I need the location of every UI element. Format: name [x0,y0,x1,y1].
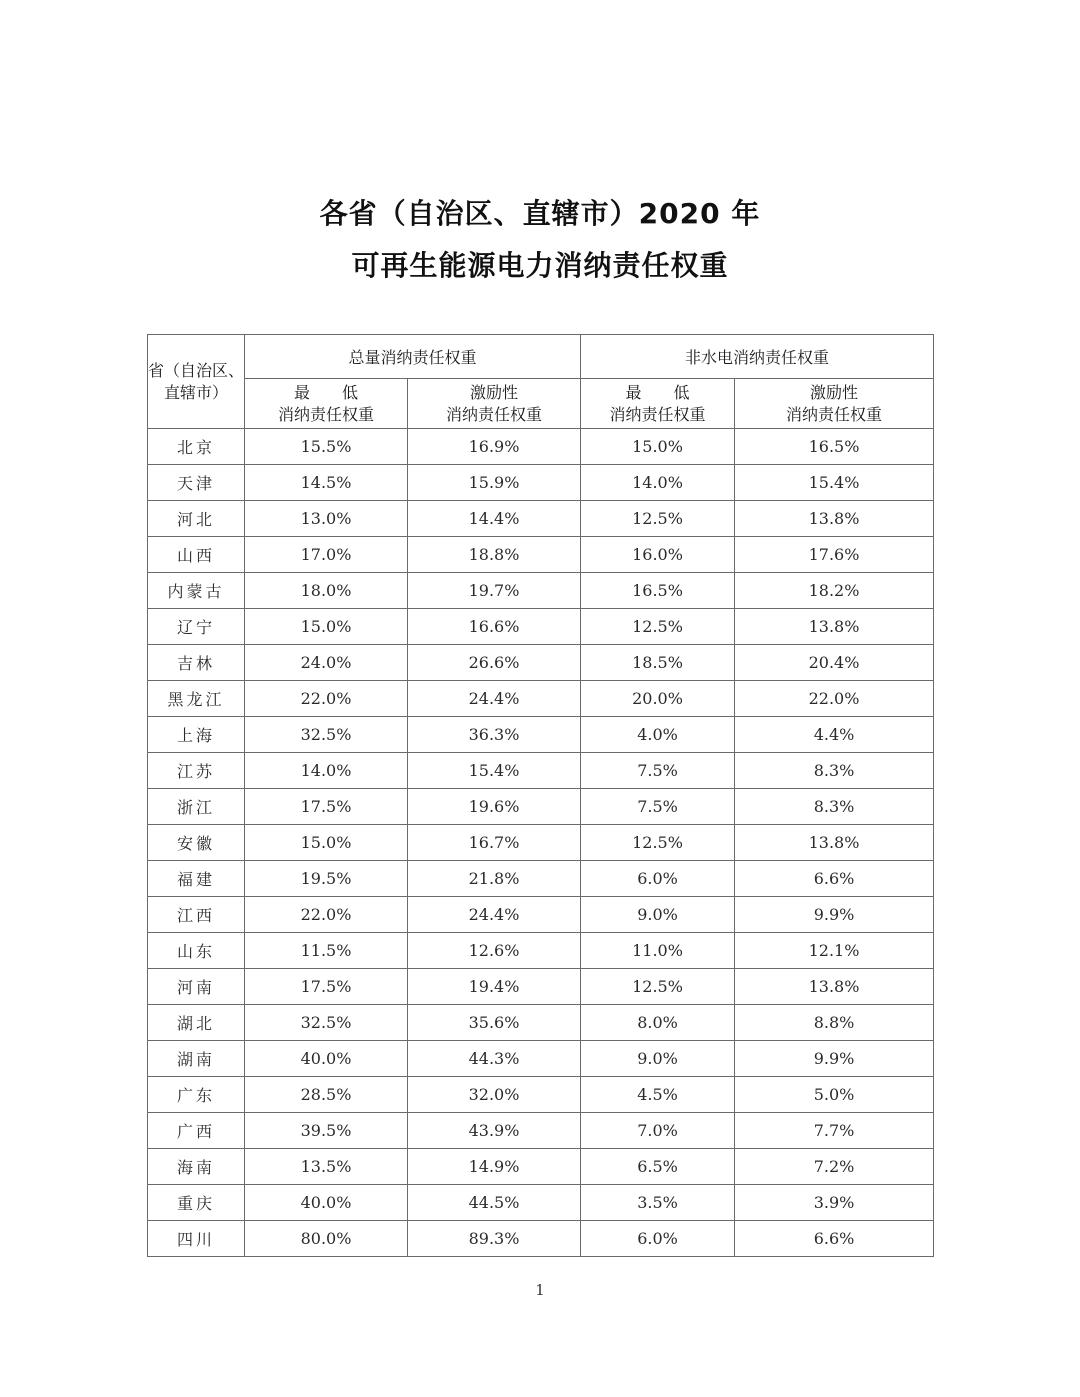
nonhydro-min-cell: 18.5% [581,645,735,681]
header-total-incentive [408,379,581,429]
province-cell: 内蒙古 [148,573,245,609]
nonhydro-incentive-cell: 8.8% [735,1005,934,1041]
nonhydro-incentive-cell: 13.8% [735,501,934,537]
table-row [148,1113,934,1149]
nonhydro-min-cell: 6.0% [581,1221,735,1257]
province-cell: 辽宁 [148,609,245,645]
table-row [148,1221,934,1257]
table-row [148,969,934,1005]
total-min-cell: 39.5% [245,1113,408,1149]
nonhydro-incentive-cell: 13.8% [735,609,934,645]
nonhydro-incentive-cell: 5.0% [735,1077,934,1113]
table-row [148,573,934,609]
total-min-cell: 17.0% [245,537,408,573]
total-incentive-cell: 21.8% [408,861,581,897]
total-incentive-cell: 18.8% [408,537,581,573]
total-min-cell: 40.0% [245,1185,408,1221]
nonhydro-min-cell: 20.0% [581,681,735,717]
total-min-cell: 24.0% [245,645,408,681]
nonhydro-min-cell: 3.5% [581,1185,735,1221]
nonhydro-min-cell: 16.0% [581,537,735,573]
total-min-cell: 17.5% [245,789,408,825]
total-min-cell: 15.0% [245,825,408,861]
total-incentive-cell: 32.0% [408,1077,581,1113]
total-incentive-cell: 15.4% [408,753,581,789]
total-min-cell: 13.0% [245,501,408,537]
nonhydro-incentive-cell: 4.4% [735,717,934,753]
total-incentive-cell: 24.4% [408,681,581,717]
total-incentive-cell: 12.6% [408,933,581,969]
nonhydro-min-cell: 16.5% [581,573,735,609]
responsibility-weight-table [147,334,934,1257]
nonhydro-min-cell: 11.0% [581,933,735,969]
header-nonhydro-min [581,379,735,429]
total-incentive-cell: 16.9% [408,429,581,465]
province-cell: 河南 [148,969,245,1005]
province-cell: 湖南 [148,1041,245,1077]
province-cell: 吉林 [148,645,245,681]
total-min-cell: 19.5% [245,861,408,897]
header-nonhydro-inc-line1: 激励性 [810,382,859,402]
nonhydro-incentive-cell: 16.5% [735,429,934,465]
nonhydro-min-cell: 14.0% [581,465,735,501]
nonhydro-min-cell: 7.5% [581,753,735,789]
header-nonhydro-inc-line2: 消纳责任权重 [786,404,883,424]
total-incentive-cell: 15.9% [408,465,581,501]
total-min-cell: 32.5% [245,1005,408,1041]
table-row [148,501,934,537]
total-min-cell: 14.0% [245,753,408,789]
page-number: 1 [535,1281,545,1299]
nonhydro-min-cell: 6.5% [581,1149,735,1185]
table-row [148,681,934,717]
nonhydro-min-cell: 8.0% [581,1005,735,1041]
nonhydro-incentive-cell: 12.1% [735,933,934,969]
province-cell: 海南 [148,1149,245,1185]
province-cell: 四川 [148,1221,245,1257]
nonhydro-min-cell: 9.0% [581,897,735,933]
total-min-cell: 22.0% [245,897,408,933]
province-cell: 上海 [148,717,245,753]
header-nonhydro-weight: 非水电消纳责任权重 [581,335,934,379]
table-body [148,429,934,1257]
province-cell: 河北 [148,501,245,537]
province-cell: 山西 [148,537,245,573]
nonhydro-min-cell: 15.0% [581,429,735,465]
total-incentive-cell: 35.6% [408,1005,581,1041]
province-cell: 北京 [148,429,245,465]
nonhydro-min-cell: 9.0% [581,1041,735,1077]
nonhydro-incentive-cell: 20.4% [735,645,934,681]
province-cell: 重庆 [148,1185,245,1221]
nonhydro-min-cell: 12.5% [581,825,735,861]
table-row [148,1077,934,1113]
table-row [148,1041,934,1077]
nonhydro-min-cell: 4.0% [581,717,735,753]
table-row [148,933,934,969]
total-incentive-cell: 16.6% [408,609,581,645]
header-nonhydro-min-line1: 最 低 [625,382,690,402]
total-min-cell: 18.0% [245,573,408,609]
nonhydro-min-cell: 12.5% [581,969,735,1005]
province-cell: 江苏 [148,753,245,789]
province-cell: 山东 [148,933,245,969]
table-row [148,1005,934,1041]
table-row [148,897,934,933]
table-row [148,1185,934,1221]
nonhydro-incentive-cell: 6.6% [735,861,934,897]
header-total-weight: 总量消纳责任权重 [245,335,581,379]
table-row [148,465,934,501]
province-cell: 湖北 [148,1005,245,1041]
nonhydro-incentive-cell: 18.2% [735,573,934,609]
province-cell: 浙江 [148,789,245,825]
province-cell: 广西 [148,1113,245,1149]
nonhydro-incentive-cell: 3.9% [735,1185,934,1221]
table-row [148,789,934,825]
table-row [148,861,934,897]
province-cell: 安徽 [148,825,245,861]
table-row [148,825,934,861]
total-min-cell: 13.5% [245,1149,408,1185]
nonhydro-incentive-cell: 22.0% [735,681,934,717]
nonhydro-incentive-cell: 8.3% [735,789,934,825]
total-min-cell: 15.0% [245,609,408,645]
total-min-cell: 17.5% [245,969,408,1005]
nonhydro-min-cell: 12.5% [581,501,735,537]
header-total-inc-line2: 消纳责任权重 [446,404,543,424]
nonhydro-min-cell: 12.5% [581,609,735,645]
header-nonhydro-incentive [735,379,934,429]
header-province: 省（自治区、直辖市） [148,335,245,429]
total-incentive-cell: 14.4% [408,501,581,537]
nonhydro-min-cell: 7.5% [581,789,735,825]
province-cell: 广东 [148,1077,245,1113]
total-incentive-cell: 44.3% [408,1041,581,1077]
total-incentive-cell: 16.7% [408,825,581,861]
total-incentive-cell: 89.3% [408,1221,581,1257]
total-min-cell: 40.0% [245,1041,408,1077]
nonhydro-incentive-cell: 8.3% [735,753,934,789]
nonhydro-incentive-cell: 15.4% [735,465,934,501]
total-incentive-cell: 19.6% [408,789,581,825]
total-min-cell: 80.0% [245,1221,408,1257]
total-min-cell: 15.5% [245,429,408,465]
nonhydro-incentive-cell: 13.8% [735,969,934,1005]
nonhydro-min-cell: 7.0% [581,1113,735,1149]
table-row [148,429,934,465]
province-cell: 黑龙江 [148,681,245,717]
total-min-cell: 28.5% [245,1077,408,1113]
total-incentive-cell: 44.5% [408,1185,581,1221]
total-incentive-cell: 36.3% [408,717,581,753]
title-line-1: 各省（自治区、直辖市）2020 年 [319,197,761,230]
nonhydro-incentive-cell: 7.7% [735,1113,934,1149]
title-line-2: 可再生能源电力消纳责任权重 [351,249,729,282]
table-row [148,609,934,645]
total-incentive-cell: 14.9% [408,1149,581,1185]
total-min-cell: 14.5% [245,465,408,501]
header-nonhydro-min-line2: 消纳责任权重 [609,404,706,424]
table-row [148,753,934,789]
province-cell: 天津 [148,465,245,501]
table-row [148,645,934,681]
header-total-inc-line1: 激励性 [470,382,519,402]
total-incentive-cell: 24.4% [408,897,581,933]
total-min-cell: 32.5% [245,717,408,753]
nonhydro-incentive-cell: 9.9% [735,897,934,933]
nonhydro-incentive-cell: 17.6% [735,537,934,573]
province-cell: 福建 [148,861,245,897]
nonhydro-incentive-cell: 7.2% [735,1149,934,1185]
table-row [148,1149,934,1185]
province-cell: 江西 [148,897,245,933]
table-row [148,537,934,573]
header-total-min-line1: 最 低 [293,382,358,402]
header-total-min-line2: 消纳责任权重 [277,404,374,424]
nonhydro-incentive-cell: 9.9% [735,1041,934,1077]
nonhydro-min-cell: 4.5% [581,1077,735,1113]
total-incentive-cell: 19.7% [408,573,581,609]
total-min-cell: 22.0% [245,681,408,717]
total-min-cell: 11.5% [245,933,408,969]
total-incentive-cell: 43.9% [408,1113,581,1149]
total-incentive-cell: 19.4% [408,969,581,1005]
nonhydro-min-cell: 6.0% [581,861,735,897]
header-total-min [245,379,408,429]
table-row [148,717,934,753]
total-incentive-cell: 26.6% [408,645,581,681]
nonhydro-incentive-cell: 13.8% [735,825,934,861]
nonhydro-incentive-cell: 6.6% [735,1221,934,1257]
